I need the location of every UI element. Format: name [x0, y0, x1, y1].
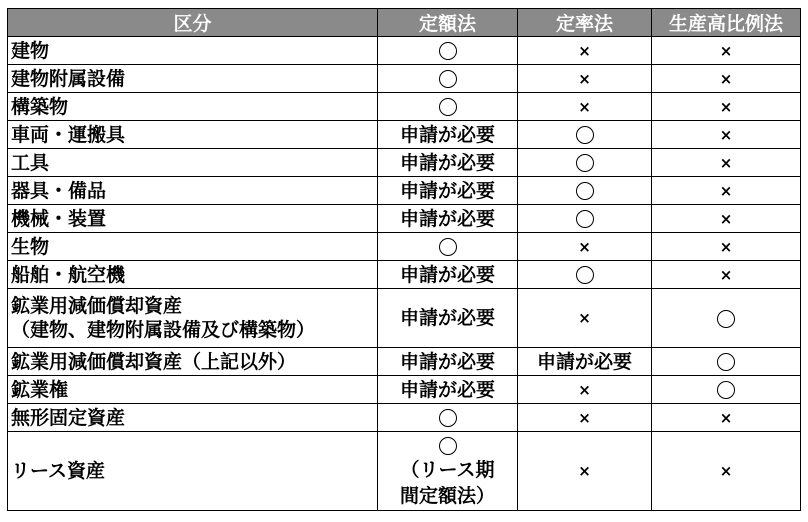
table-row — [8, 432, 801, 511]
category-cell — [8, 233, 378, 261]
not-allowed-cross-icon: × — [719, 462, 733, 481]
category-cell — [8, 261, 378, 289]
application-required-label: 申請が必要 — [536, 350, 632, 373]
category-label: （建物、建物附属設備及び構築物） — [11, 319, 316, 341]
allowed-circle-icon — [576, 154, 594, 172]
straight-line-cell — [378, 404, 518, 432]
table-row — [8, 65, 801, 93]
straight-line-cell — [378, 205, 518, 233]
straight-line-cell — [378, 289, 518, 348]
header-declining-balance: 定率法 — [518, 9, 652, 37]
application-required-label: 申請が必要 — [399, 207, 495, 230]
declining-balance-cell — [518, 348, 652, 376]
not-allowed-cross-icon: × — [578, 462, 591, 481]
category-cell — [8, 65, 378, 93]
straight-line-cell — [378, 37, 518, 65]
not-allowed-cross-icon: × — [578, 97, 591, 116]
units-of-production-cell — [652, 289, 801, 348]
allowed-circle-icon — [576, 210, 594, 228]
declining-balance-cell — [518, 149, 652, 177]
units-of-production-cell — [652, 432, 801, 511]
declining-balance-cell — [518, 177, 652, 205]
table-row — [8, 121, 801, 149]
category-label: 生物 — [11, 235, 50, 258]
application-required-label: 申請が必要 — [399, 307, 495, 329]
not-allowed-cross-icon: × — [578, 237, 591, 256]
allowed-circle-icon — [576, 126, 594, 144]
declining-balance-cell — [518, 93, 652, 121]
not-allowed-cross-icon: × — [719, 125, 733, 144]
not-allowed-cross-icon: × — [719, 41, 733, 60]
category-label: 鉱業用減価償却資産（上記以外） — [11, 350, 297, 373]
category-label: 器具・備品 — [11, 179, 107, 202]
category-cell — [8, 432, 378, 511]
not-allowed-cross-icon: × — [719, 181, 733, 200]
units-of-production-cell — [652, 205, 801, 233]
lease-period-note: 間定額法） — [399, 485, 495, 507]
straight-line-cell — [378, 121, 518, 149]
application-required-label: 申請が必要 — [399, 263, 495, 286]
table-row — [8, 376, 801, 404]
declining-balance-cell — [518, 205, 652, 233]
not-allowed-cross-icon: × — [719, 237, 733, 256]
straight-line-cell — [378, 177, 518, 205]
category-label: 建物 — [11, 39, 50, 62]
allowed-circle-icon — [439, 437, 457, 455]
not-allowed-cross-icon: × — [578, 41, 591, 60]
table-row — [8, 233, 801, 261]
table-row — [8, 149, 801, 177]
declining-balance-cell — [518, 261, 652, 289]
allowed-circle-icon — [576, 266, 594, 284]
category-cell — [8, 93, 378, 121]
category-label: 車両・運搬具 — [11, 123, 126, 146]
units-of-production-cell — [652, 348, 801, 376]
category-cell — [8, 177, 378, 205]
category-cell — [8, 404, 378, 432]
not-allowed-cross-icon: × — [578, 309, 591, 328]
header-units-of-production: 生産高比例法 — [652, 9, 801, 37]
declining-balance-cell — [518, 37, 652, 65]
declining-balance-cell — [518, 432, 652, 511]
allowed-circle-icon — [439, 42, 457, 60]
category-label: 鉱業権 — [11, 378, 69, 401]
header-row — [8, 9, 801, 37]
units-of-production-cell — [652, 65, 801, 93]
category-label: 工具 — [11, 151, 50, 174]
straight-line-cell — [378, 432, 518, 511]
application-required-label: 申請が必要 — [399, 350, 495, 373]
allowed-circle-icon — [717, 381, 735, 399]
category-cell — [8, 289, 378, 348]
table-row — [8, 37, 801, 65]
units-of-production-cell — [652, 404, 801, 432]
category-cell — [8, 149, 378, 177]
declining-balance-cell — [518, 289, 652, 348]
allowed-circle-icon — [439, 238, 457, 256]
declining-balance-cell — [518, 121, 652, 149]
straight-line-cell — [378, 65, 518, 93]
straight-line-cell — [378, 261, 518, 289]
allowed-circle-icon — [439, 409, 457, 427]
not-allowed-cross-icon: × — [719, 209, 733, 228]
category-label: 鉱業用減価償却資産 — [11, 295, 183, 317]
straight-line-cell — [378, 376, 518, 404]
table-row — [8, 348, 801, 376]
not-allowed-cross-icon: × — [719, 97, 733, 116]
units-of-production-cell — [652, 376, 801, 404]
units-of-production-cell — [652, 37, 801, 65]
allowed-circle-icon — [717, 310, 735, 328]
table-row — [8, 177, 801, 205]
allowed-circle-icon — [439, 98, 457, 116]
not-allowed-cross-icon: × — [719, 69, 733, 88]
category-label: 構築物 — [11, 95, 69, 118]
allowed-circle-icon — [717, 353, 735, 371]
units-of-production-cell — [652, 261, 801, 289]
header-straight-line: 定額法 — [378, 9, 518, 37]
units-of-production-cell — [652, 93, 801, 121]
table-row — [8, 289, 801, 348]
category-cell — [8, 348, 378, 376]
category-label: 建物附属設備 — [11, 67, 126, 90]
straight-line-cell — [378, 149, 518, 177]
category-label: 機械・装置 — [11, 207, 107, 230]
straight-line-cell — [378, 348, 518, 376]
units-of-production-cell — [652, 233, 801, 261]
table-row — [8, 93, 801, 121]
allowed-circle-icon — [576, 182, 594, 200]
depreciation-method-table — [7, 8, 801, 511]
units-of-production-cell — [652, 149, 801, 177]
category-cell — [8, 37, 378, 65]
application-required-label: 申請が必要 — [399, 151, 495, 174]
declining-balance-cell — [518, 404, 652, 432]
not-allowed-cross-icon: × — [719, 408, 733, 427]
category-cell — [8, 376, 378, 404]
not-allowed-cross-icon: × — [578, 408, 591, 427]
declining-balance-cell — [518, 376, 652, 404]
units-of-production-cell — [652, 121, 801, 149]
allowed-circle-icon — [439, 70, 457, 88]
category-cell — [8, 205, 378, 233]
declining-balance-cell — [518, 233, 652, 261]
lease-period-note: （リース期 — [400, 459, 495, 481]
straight-line-cell — [378, 93, 518, 121]
units-of-production-cell — [652, 177, 801, 205]
table-body — [8, 37, 801, 511]
not-allowed-cross-icon: × — [719, 153, 733, 172]
category-label: 船舶・航空機 — [11, 263, 126, 286]
table-row — [8, 404, 801, 432]
category-cell — [8, 121, 378, 149]
application-required-label: 申請が必要 — [399, 123, 495, 146]
not-allowed-cross-icon: × — [578, 69, 591, 88]
declining-balance-cell — [518, 65, 652, 93]
table-row — [8, 205, 801, 233]
application-required-label: 申請が必要 — [399, 378, 495, 401]
category-label: 無形固定資産 — [11, 406, 126, 429]
not-allowed-cross-icon: × — [719, 265, 733, 284]
not-allowed-cross-icon: × — [578, 380, 591, 399]
category-label: リース資産 — [11, 460, 106, 482]
straight-line-cell — [378, 233, 518, 261]
table-row — [8, 261, 801, 289]
header-category: 区分 — [8, 9, 378, 37]
application-required-label: 申請が必要 — [399, 179, 495, 202]
